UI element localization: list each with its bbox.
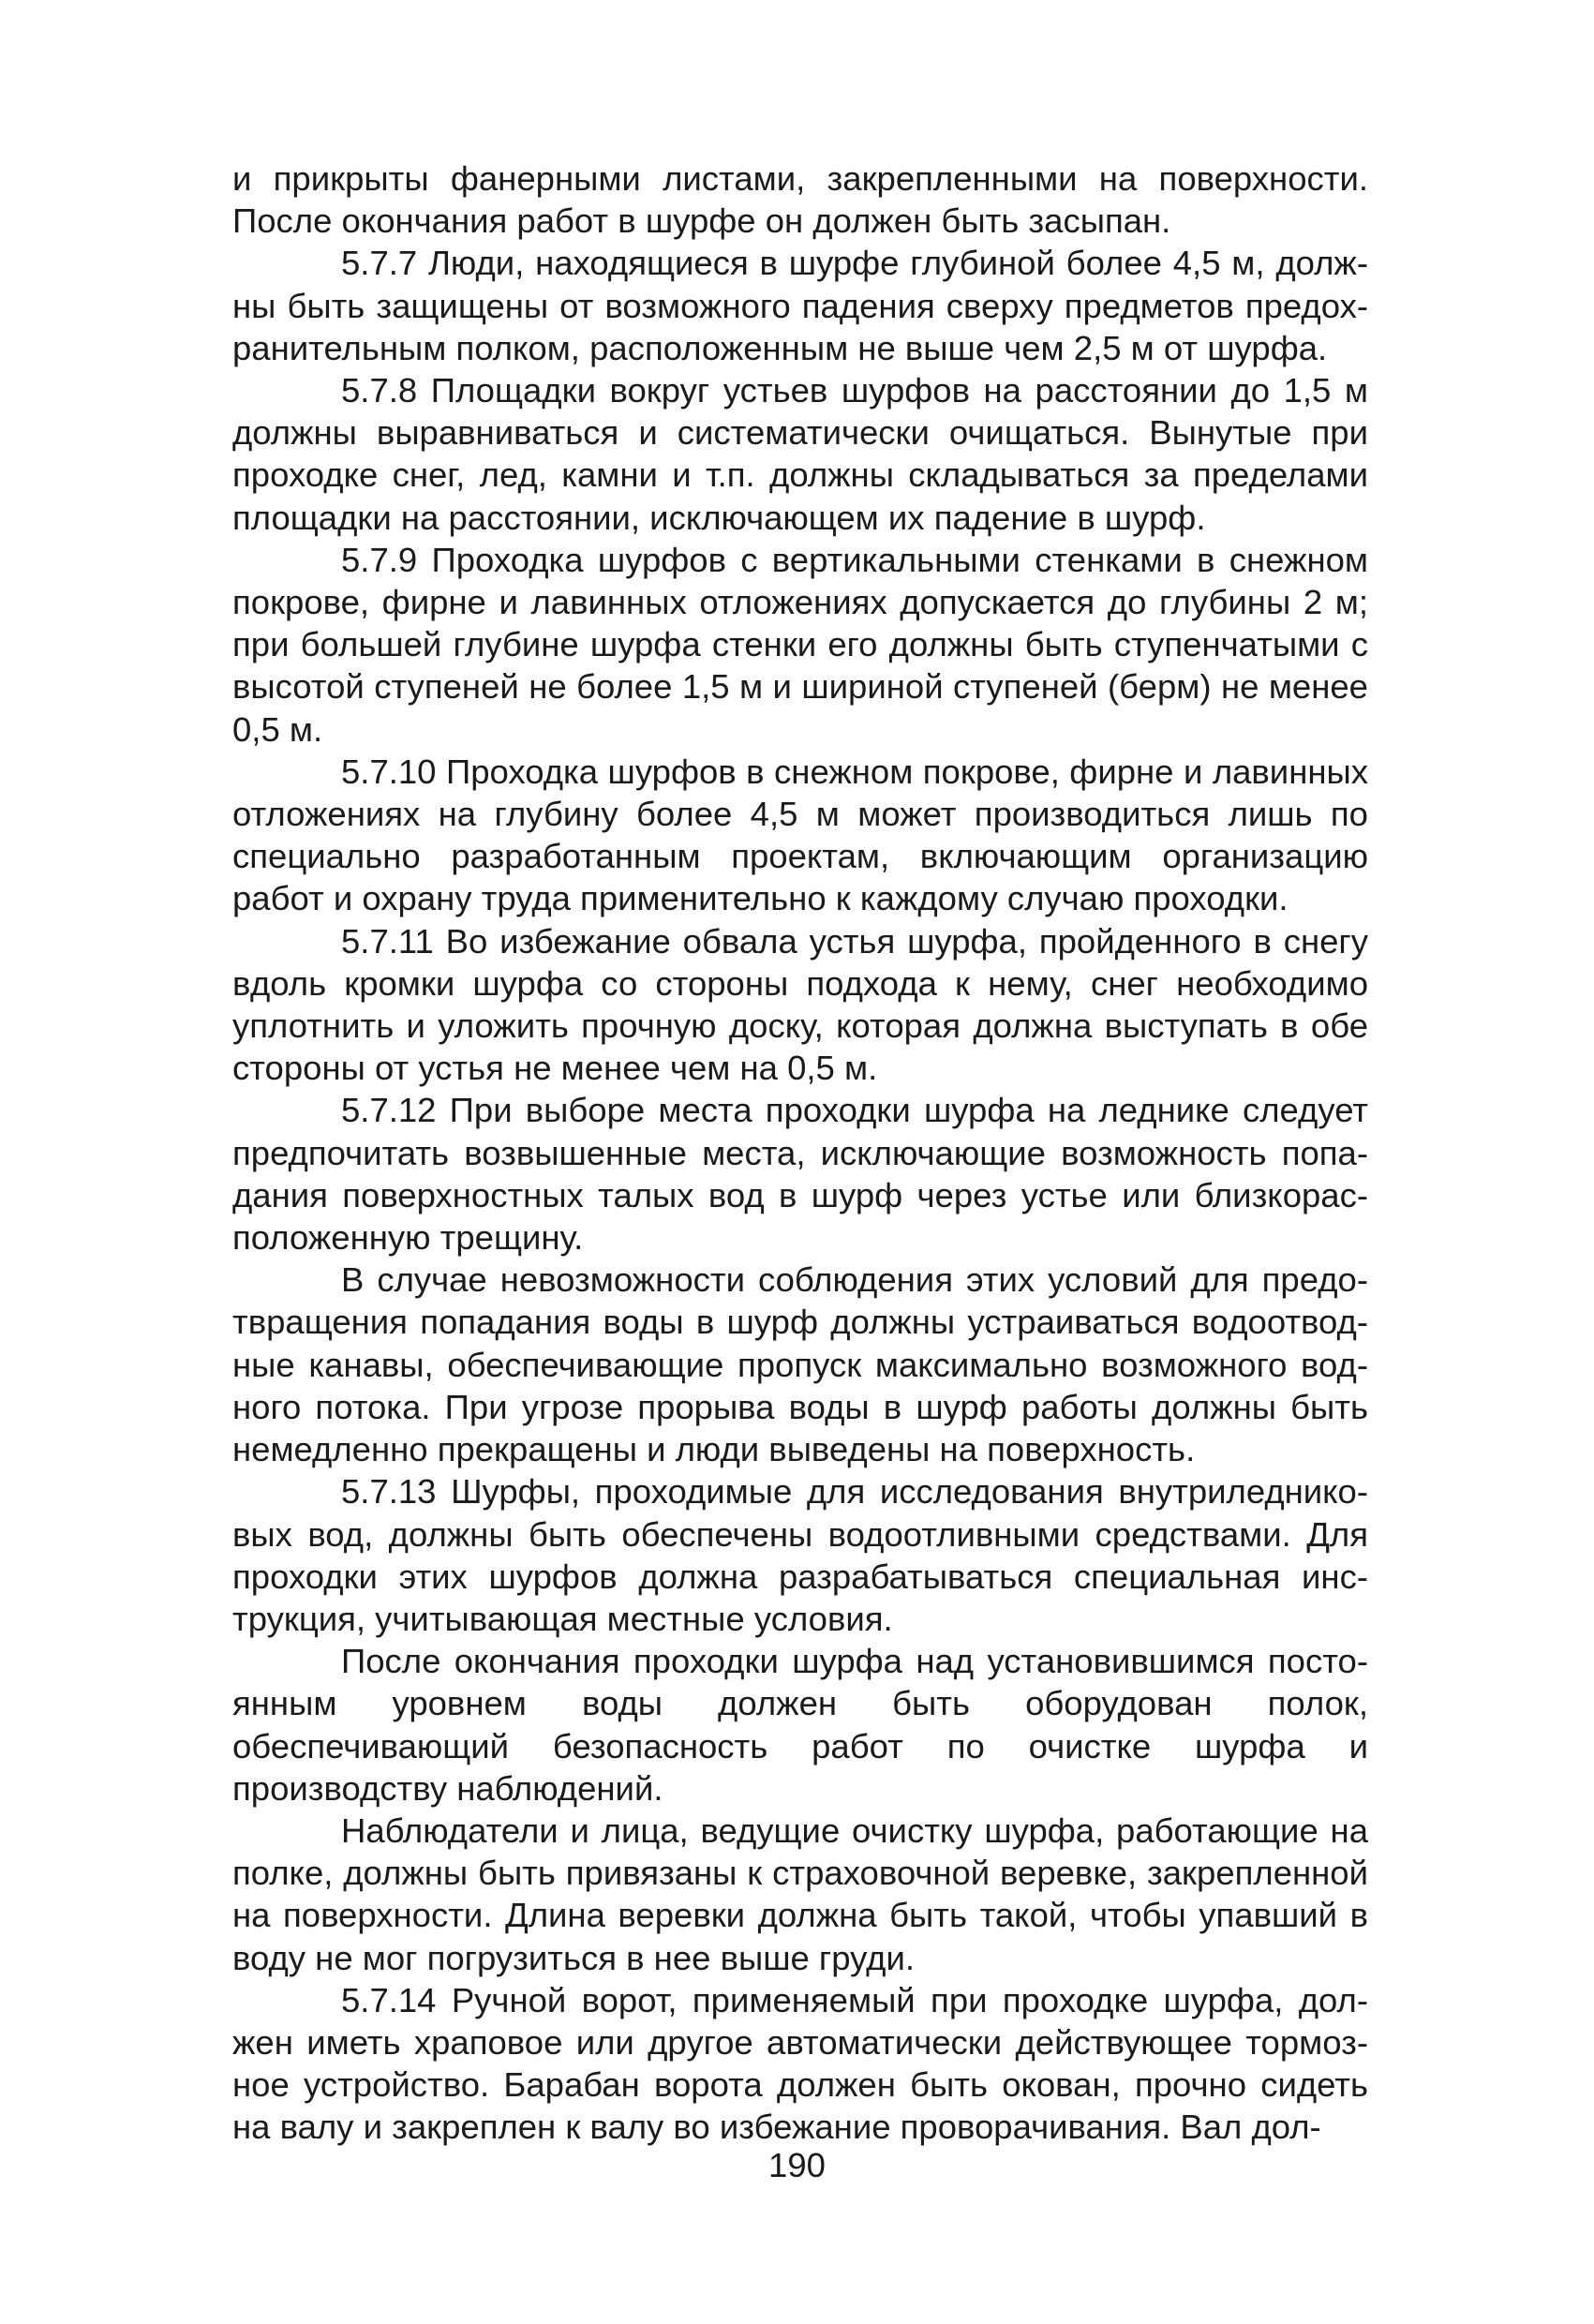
paragraph-continuation: и прикрыты фанерными листами, закрепленными на поверхности. После окончания работ в шурфе он должен быть засыпан.	[232, 159, 1368, 241]
paragraph-5-7-11: 5.7.11 Во избежание обвала устья шурфа, пройденного в снегу вдоль кромки шурфа со стороны подхода к нему, снег необходимо уплотнить и уложить прочную доску, которая должна выступать в обе стороны от устья не менее чем на 0,5 м.	[232, 921, 1368, 1088]
body-text	[232, 157, 1368, 2149]
paragraph-5-7-13: 5.7.13 Шурфы, проходимые для исследования внутриледниковых вод, должны быть обеспечены водоотливными средствами. Для проходки этих шурфов должна разрабатываться специальная инструкция, учитывающая местные условия.	[232, 1472, 1368, 1638]
paragraph-5-7-8: 5.7.8 Площадки вокруг устьев шурфов на расстоянии до 1,5 м должны выравниваться и систематически очищаться. Вынутые при проходке снег, лед, камни и т.п. должны складываться за пределами площадки на расстоянии, исключающем их падение в шурф.	[232, 371, 1368, 537]
paragraph-5-7-10: 5.7.10 Проходка шурфов в снежном покрове, фирне и лавинных отложениях на глубину более 4,5 м может производиться лишь по специально разработанным проектам, включающим организацию работ и охрану труда применительно к каждому случаю проходки.	[232, 752, 1368, 918]
paragraph-5-7-9: 5.7.9 Проходка шурфов с вертикальными стенками в снежном покрове, фирне и лавинных отложениях допускается до глубины 2 м; при большей глубине шурфа стенки его должны быть ступенчатыми с высотой ступеней не более 1,5 м и шириной ступеней (берм) не менее 0,5 м.	[232, 540, 1368, 749]
page-number: 190	[768, 2146, 826, 2184]
paragraph-5-7-12-b: В случае невозможности соблюдения этих условий для предотвращения попадания воды в шурф должны устраиваться водоотводные канавы, обеспечивающие пропуск максимально возможного водного потока. При угрозе прорыва воды в шурф работы должны быть немедленно прекращены и люди выведены на поверхность.	[232, 1260, 1368, 1469]
paragraph-5-7-13-c: Наблюдатели и лица, ведущие очистку шурфа, работающие на полке, должны быть привязаны к страховочной веревке, закрепленной на поверхности. Длина веревки должна быть такой, чтобы упавший в воду не мог погрузиться в нее выше груди.	[232, 1810, 1368, 1977]
paragraph-5-7-13-b: После окончания проходки шурфа над установившимся постоянным уровнем воды должен быть оборудован полок, обеспечивающий безопасность работ по очистке шурфа и производству наблюдений.	[232, 1642, 1368, 1808]
paragraph-5-7-12: 5.7.12 При выборе места проходки шурфа на леднике следует предпочитать возвышенные места, исключающие возможность попадания поверхностных талых вод в шурф через устье или близкорасположенную трещину.	[232, 1091, 1368, 1258]
paragraph-5-7-14: 5.7.14 Ручной ворот, применяемый при проходке шурфа, должен иметь храповое или другое автоматически действующее тормозное устройство. Барабан ворота должен быть окован, прочно сидеть на валу и закреплен к валу во избежание проворачивания. Вал дол-	[232, 1980, 1368, 2147]
paragraph-5-7-7: 5.7.7 Люди, находящиеся в шурфе глубиной более 4,5 м, должны быть защищены от возможного падения сверху предметов предохранительным полком, расположенным не выше чем 2,5 м от шурфа.	[232, 244, 1368, 367]
